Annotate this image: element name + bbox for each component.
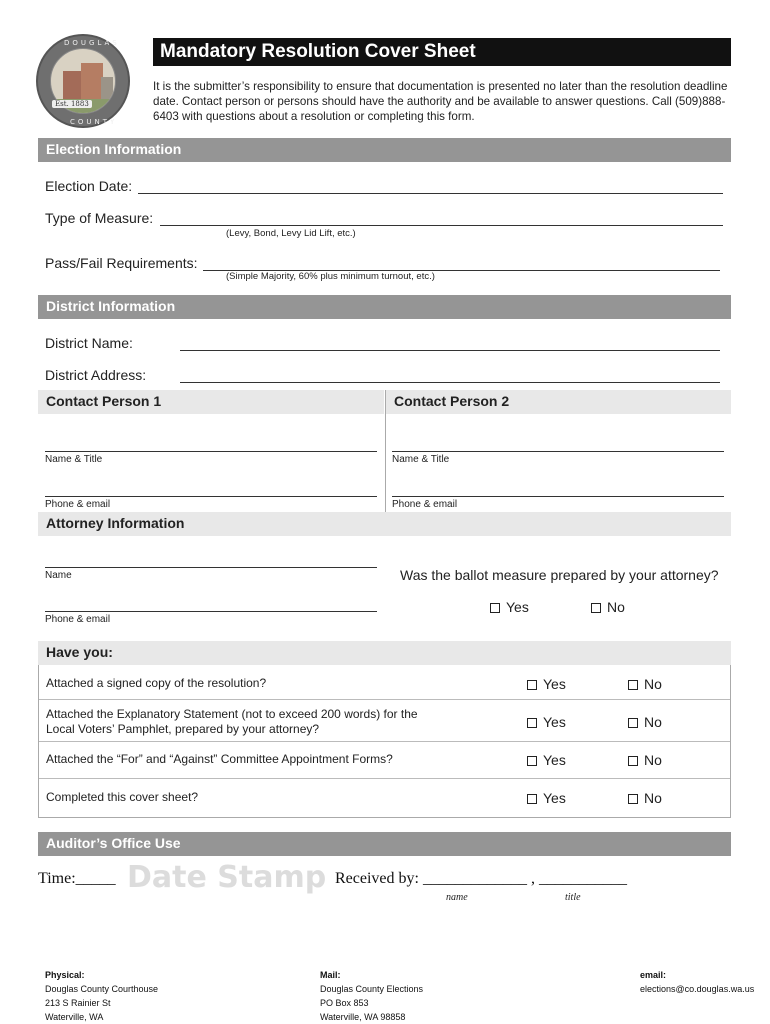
- contact2-heading: Contact Person 2: [386, 390, 731, 414]
- contacts-divider: [385, 390, 386, 512]
- attorney-question: Was the ballot measure prepared by your attorney?: [400, 567, 719, 583]
- attorney-phone-field[interactable]: [45, 611, 377, 612]
- checkbox-icon[interactable]: [628, 794, 638, 804]
- passfail-label: Pass/Fail Requirements:: [45, 255, 198, 271]
- contact1-heading: Contact Person 1: [38, 390, 384, 414]
- contact1-phone-field[interactable]: [45, 496, 377, 497]
- contact2-phone-field[interactable]: [392, 496, 724, 497]
- checklist-q3: Attached the “For” and “Against” Committee Appointment Forms?: [46, 752, 393, 766]
- contact2-name-field[interactable]: [392, 451, 724, 452]
- time-field[interactable]: Time:_____: [38, 870, 116, 887]
- date-stamp-area: Date Stamp: [127, 860, 327, 895]
- footer-email-label: email:: [640, 970, 667, 980]
- district-address-label: District Address:: [45, 367, 147, 383]
- section-election-heading: Election Information: [38, 138, 731, 162]
- footer-mail-line: Waterville, WA 98858: [320, 1012, 406, 1022]
- q3-yes-option[interactable]: Yes: [527, 752, 566, 768]
- attorney-name-field[interactable]: [45, 567, 377, 568]
- row-divider: [39, 778, 730, 779]
- district-name-label: District Name:: [45, 335, 133, 351]
- intro-text: It is the submitter’s responsibility to ensure that documentation is presented no later than the resolution deadline date. Contact person or persons should have the authority and be available to answer questions. Call (509)888-6403 with questions about a resolution or completing this form.: [153, 80, 728, 123]
- checkbox-icon[interactable]: [527, 794, 537, 804]
- received-by-field[interactable]: Received by: _____________ , ___________: [335, 870, 627, 887]
- contact1-phone-label: Phone & email: [45, 499, 111, 510]
- measure-type-field[interactable]: [160, 225, 723, 226]
- footer-mail-line: PO Box 853: [320, 998, 369, 1008]
- attorney-phone-label: Phone & email: [45, 614, 111, 625]
- attorney-name-label: Name: [45, 570, 72, 581]
- election-date-label: Election Date:: [45, 178, 133, 194]
- attorney-no-option[interactable]: No: [591, 599, 625, 615]
- footer-email: [640, 968, 754, 996]
- district-name-field[interactable]: [180, 350, 720, 351]
- attorney-heading: Attorney Information: [38, 512, 731, 536]
- attorney-yes-option[interactable]: Yes: [490, 599, 529, 615]
- q4-no-option[interactable]: No: [628, 790, 662, 806]
- q2-yes-option[interactable]: Yes: [527, 714, 566, 730]
- checkbox-icon[interactable]: [628, 756, 638, 766]
- checkbox-icon[interactable]: [527, 756, 537, 766]
- footer-email-link[interactable]: elections@co.douglas.wa.us: [640, 984, 755, 994]
- page-title: Mandatory Resolution Cover Sheet: [153, 38, 731, 66]
- q2-no-option[interactable]: No: [628, 714, 662, 730]
- passfail-hint: (Simple Majority, 60% plus minimum turnout, etc.): [226, 271, 435, 282]
- q1-yes-option[interactable]: Yes: [527, 676, 566, 692]
- checklist-q4: Completed this cover sheet?: [46, 790, 199, 804]
- checklist-q1: Attached a signed copy of the resolution?: [46, 676, 267, 690]
- contact2-phone-label: Phone & email: [392, 499, 458, 510]
- footer-mail-line: Douglas County Elections: [320, 984, 424, 994]
- seal-bottom-text: COUNTY: [70, 118, 118, 126]
- checkbox-icon[interactable]: [628, 718, 638, 728]
- auditor-heading: Auditor’s Office Use: [38, 832, 731, 856]
- checkbox-icon[interactable]: [527, 680, 537, 690]
- contact2-name-label: Name & Title: [392, 454, 450, 465]
- checkbox-icon[interactable]: [490, 603, 500, 613]
- measure-type-hint: (Levy, Bond, Levy Lid Lift, etc.): [226, 228, 356, 239]
- district-address-field[interactable]: [180, 382, 720, 383]
- footer-mail: [320, 968, 423, 1024]
- checkbox-icon[interactable]: [628, 680, 638, 690]
- seal-top-text: DOUGLAS: [64, 39, 120, 47]
- contact1-name-label: Name & Title: [45, 454, 103, 465]
- county-seal: [36, 34, 130, 128]
- checklist-heading: Have you:: [38, 641, 731, 665]
- footer-physical: [45, 968, 158, 1024]
- footer-physical-line: Waterville, WA: [45, 1012, 104, 1022]
- election-date-field[interactable]: [138, 193, 723, 194]
- checklist-q2a: Attached the Explanatory Statement (not to exceed 200 words) for the: [46, 707, 418, 721]
- row-divider: [39, 741, 730, 742]
- seal-est: Est. 1883: [52, 100, 92, 108]
- measure-type-label: Type of Measure:: [45, 210, 154, 226]
- q1-no-option[interactable]: No: [628, 676, 662, 692]
- section-district-heading: District Information: [38, 295, 731, 319]
- received-name-hint: name: [446, 892, 468, 903]
- footer-mail-label: Mail:: [320, 970, 341, 980]
- footer-physical-line: Douglas County Courthouse: [45, 984, 159, 994]
- footer-physical-line: 213 S Rainier St: [45, 998, 111, 1008]
- received-title-hint: title: [565, 892, 581, 903]
- checkbox-icon[interactable]: [591, 603, 601, 613]
- row-divider: [39, 699, 730, 700]
- contact1-name-field[interactable]: [45, 451, 377, 452]
- footer-physical-label: Physical:: [45, 970, 85, 980]
- checklist-q2b: Local Voters’ Pamphlet, prepared by your attorney?: [46, 722, 320, 736]
- q3-no-option[interactable]: No: [628, 752, 662, 768]
- checkbox-icon[interactable]: [527, 718, 537, 728]
- q4-yes-option[interactable]: Yes: [527, 790, 566, 806]
